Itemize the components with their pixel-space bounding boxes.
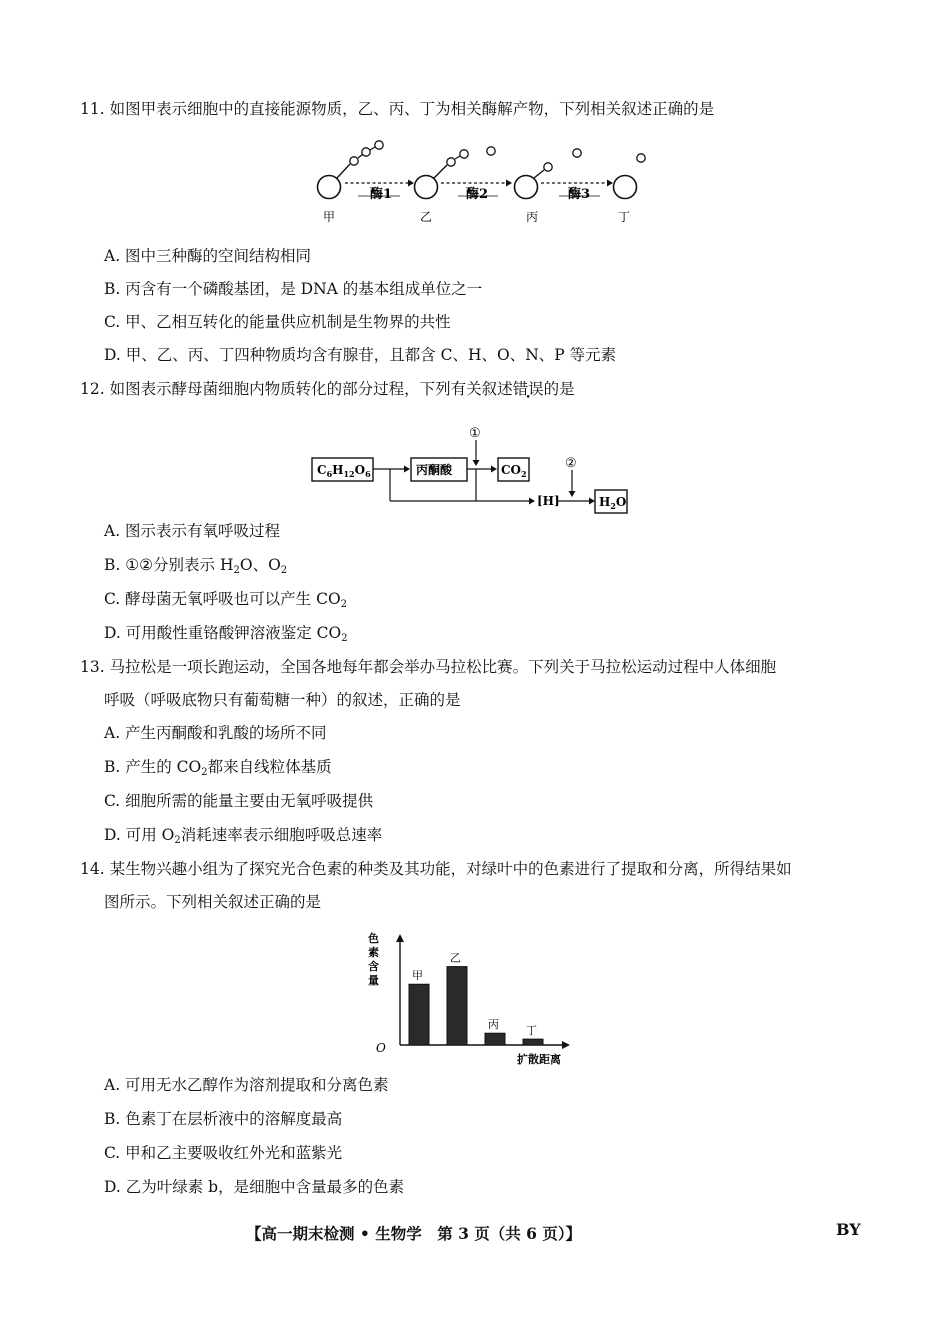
co2-label: $CO_2$ (501, 463, 527, 479)
q13-option-c: C. 细胞所需的能量主要由无氧呼吸提供 (104, 792, 374, 810)
q12-figure (305, 420, 645, 520)
x-axis-label: 扩散距离 (517, 1053, 561, 1066)
q14-option-b: B. 色素丁在层析液中的溶解度最高 (104, 1110, 343, 1128)
enzyme-3-label: 酶3 (568, 187, 591, 202)
y-axis-arrow (396, 934, 404, 942)
q14-option-d: D. 乙为叶绿素 b，是细胞中含量最多的色素 (104, 1178, 405, 1196)
q11-option-a: A. 图中三种酶的空间结构相同 (104, 247, 312, 265)
q11-option-b: B. 丙含有一个磷酸基团，是 DNA 的基本组成单位之一 (104, 280, 483, 298)
q14-stem-line1: 14. 某生物兴趣小组为了探究光合色素的种类及其功能，对绿叶中的色素进行了提取和分离，所得结果如 (80, 860, 792, 878)
q12-option-b: B. ①②分别表示 $H_2O$、$O_2$ (104, 556, 288, 576)
y-axis-label-char: 含 (368, 960, 379, 973)
q13-stem-line2: 呼吸（呼吸底物只有葡萄糖一种）的叙述，正确的是 (104, 691, 461, 709)
q11-option-c: C. 甲、乙相互转化的能量供应机制是生物界的共性 (104, 313, 451, 331)
q13-stem-line1: 13. 马拉松是一项长跑运动，全国各地每年都会举办马拉松比赛。下列关于马拉松运动过程中人体细胞 (80, 658, 777, 676)
q12-stem: 12. 如图表示酵母菌细胞内物质转化的部分过程，下列有关叙述错误的是 (80, 380, 575, 398)
y-axis-label-char: 量 (368, 974, 379, 987)
enzyme-2-label: 酶2 (466, 187, 489, 202)
bar-label-3: 丙 (488, 1018, 499, 1032)
pyruvate-label: 丙酮酸 (416, 463, 453, 477)
page-footer: 【高一期末检测 • 生物学 第 3 页（共 6 页）】 (246, 1224, 582, 1243)
bar-1 (409, 984, 429, 1045)
bar-label-2: 乙 (450, 951, 461, 965)
bar-4 (523, 1039, 543, 1045)
label-bing: 丙 (526, 210, 539, 224)
q13-option-b: B. 产生的 $CO_2$都来自线粒体基质 (104, 758, 332, 778)
label-jia: 甲 (323, 210, 336, 224)
bar-3 (485, 1033, 505, 1045)
label-ding: 丁 (618, 210, 631, 224)
mark-2: ② (565, 456, 577, 471)
q13-option-a: A. 产生丙酮酸和乳酸的场所不同 (104, 724, 327, 742)
pigment-chart (362, 928, 582, 1073)
mark-1: ① (469, 426, 481, 441)
h-label: [H] (537, 494, 560, 508)
q11-option-d: D. 甲、乙、丙、丁四种物质均含有腺苷，且都含 C、H、O、N、P 等元素 (104, 346, 617, 364)
q12-option-a: A. 图示表示有氧呼吸过程 (104, 522, 281, 540)
q14-option-a: A. 可用无水乙醇作为溶剂提取和分离色素 (104, 1076, 389, 1094)
q14-option-c: C. 甲和乙主要吸收红外光和蓝紫光 (104, 1144, 343, 1162)
water-label: $H_2O$ (599, 495, 627, 511)
emphasis-wrong: 错误 (512, 380, 544, 398)
q12-option-d: D. 可用酸性重铬酸钾溶液鉴定 $CO_2$ (104, 624, 348, 644)
origin-label: O (376, 1041, 386, 1055)
q14-stem-line2: 图所示。下列相关叙述正确的是 (104, 893, 322, 911)
enzyme-1-label: 酶1 (370, 187, 393, 202)
q12-option-c: C. 酵母菌无氧呼吸也可以产生 $CO_2$ (104, 590, 348, 610)
bar-2 (447, 967, 467, 1045)
bar-label-1: 甲 (412, 969, 423, 983)
q11-stem: 11. 如图甲表示细胞中的直接能源物质，乙、丙、丁为相关酶解产物，下列相关叙述正确的是 (80, 100, 715, 118)
exam-code: BY (836, 1220, 861, 1239)
glucose-label: $C_6H_{12}O_6$ (317, 463, 371, 479)
y-axis-label-char: 色 (368, 932, 379, 945)
q11-figure (300, 132, 670, 232)
adenosine-molecule (614, 154, 646, 199)
x-axis-arrow (562, 1041, 570, 1049)
label-yi: 乙 (420, 210, 433, 224)
q13-option-d: D. 可用 $O_2$消耗速率表示细胞呼吸总速率 (104, 826, 383, 846)
bar-label-4: 丁 (526, 1024, 537, 1038)
y-axis-label-char: 素 (368, 946, 379, 959)
